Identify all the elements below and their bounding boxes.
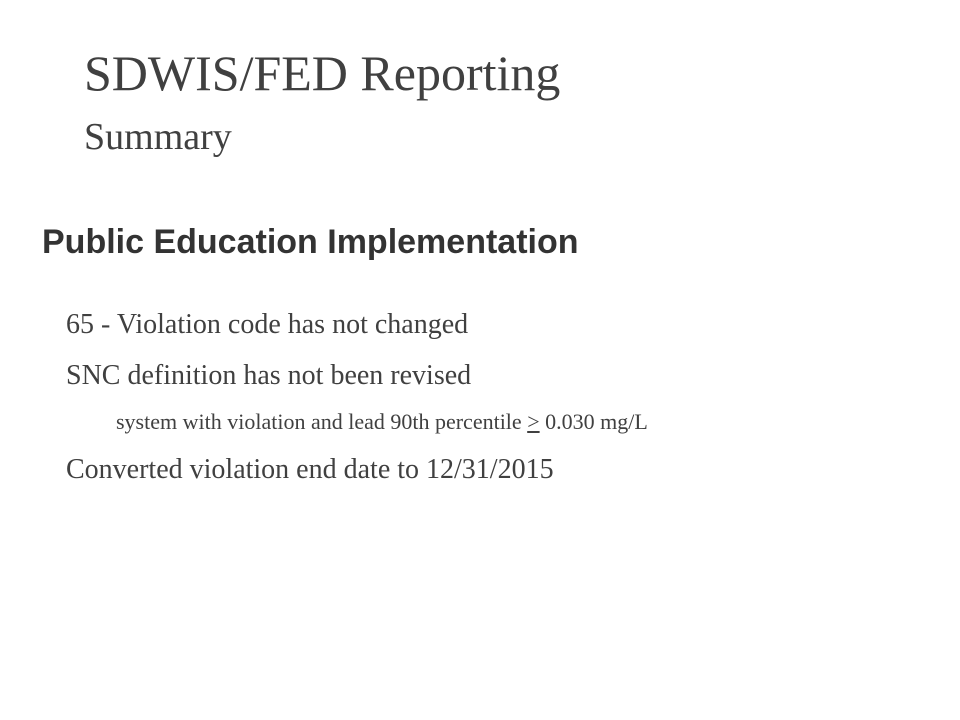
- sub-bullet-item-lead-percentile: [116, 408, 648, 436]
- slide-title: SDWIS/FED Reporting: [84, 45, 561, 101]
- greater-equal-symbol: >: [527, 409, 540, 434]
- section-heading: Public Education Implementation: [42, 223, 579, 261]
- bullet-item-end-date: Converted violation end date to 12/31/2015: [66, 454, 554, 485]
- sub-bullet-suffix: 0.030 mg/L: [539, 409, 648, 434]
- bullet-item-snc-definition: SNC definition has not been revised: [66, 360, 472, 391]
- slide-subtitle: Summary: [84, 116, 232, 158]
- bullet-item-violation-code: 65 - Violation code has not changed: [66, 309, 469, 340]
- sub-bullet-prefix: system with violation and lead 90th percentile: [116, 409, 528, 434]
